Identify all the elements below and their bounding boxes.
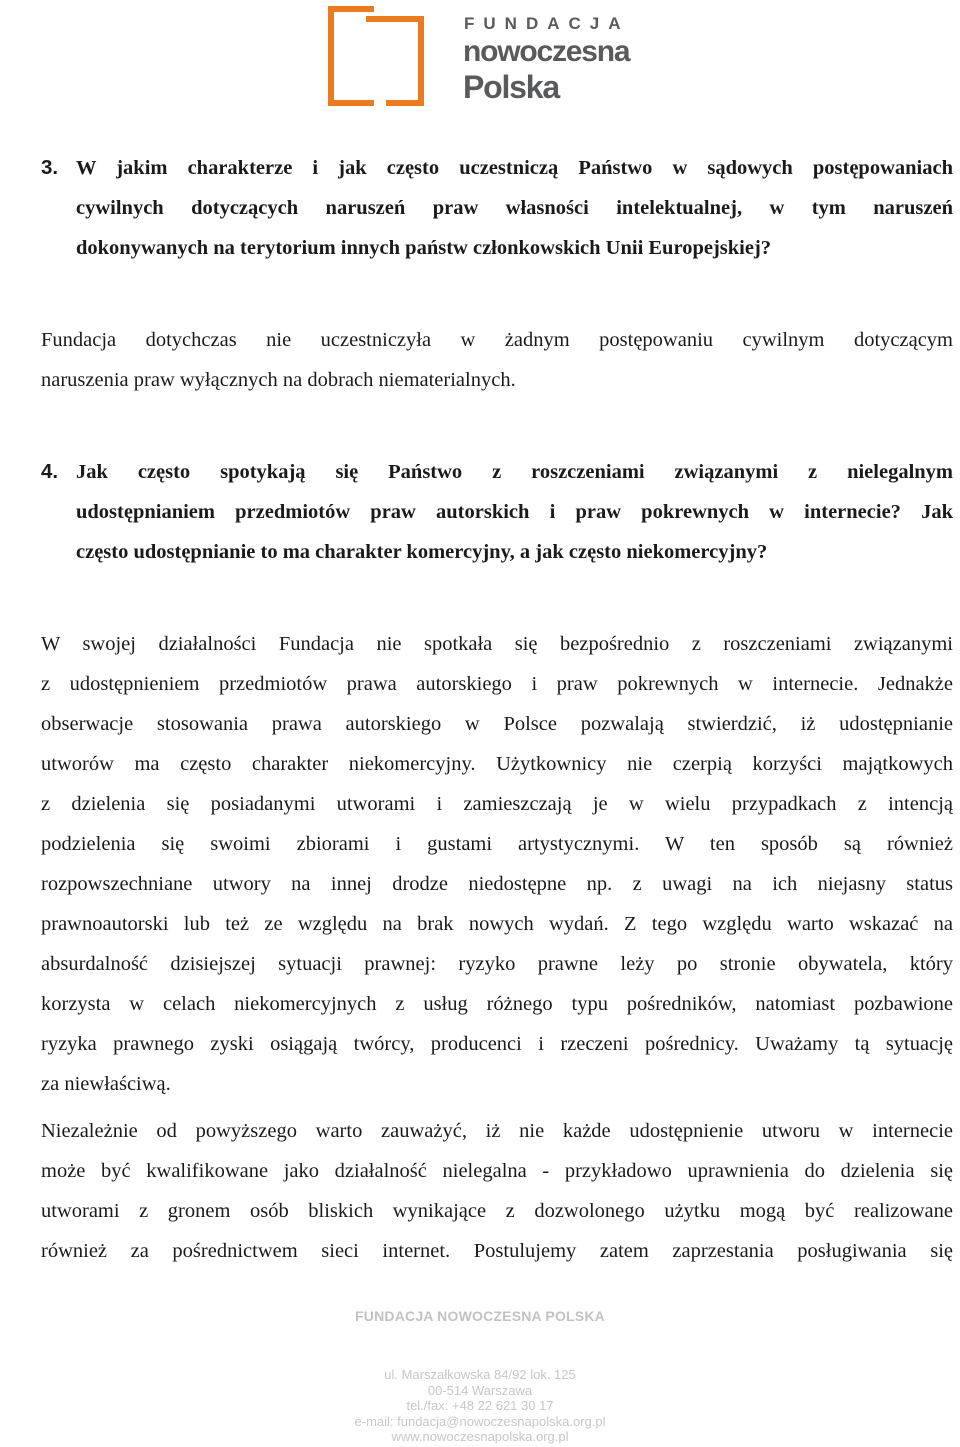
footer-website: www.nowoczesnapolska.org.pl (391, 1429, 569, 1444)
answer-4-line: korzysta w celach niekomercyjnych z usług różnego typu pośredników, natomiast pozbawione (41, 993, 953, 1015)
footer-phone: tel./fax: +48 22 621 30 17 (406, 1398, 554, 1413)
answer-4-line: W swojej działalności Fundacja nie spotkała się bezpośrednio z roszczeniami związanymi (41, 633, 953, 655)
answer-4-line: absurdalność dzisiejszej sytuacji prawnej: ryzyko prawne leży po stronie obywatela, który (41, 953, 953, 975)
answer-4-line: podzielenia się swoimi zbiorami i gustami artystycznymi. W ten sposób są również (41, 833, 953, 855)
foundation-logo (326, 4, 636, 110)
answer-4 (41, 624, 953, 1104)
paragraph-5-line: może być kwalifikowane jako działalność nielegalna - przykładowo uprawnienia do dzielenia się (41, 1160, 953, 1182)
footer-address: ul. Marszałkowska 84/92 lok. 125 (384, 1367, 576, 1382)
logo-bracket-mark (328, 6, 424, 106)
answer-3-line: Fundacja dotychczas nie uczestniczyła w żadnym postępowaniu cywilnym dotyczącym (41, 329, 953, 351)
answer-4-line: prawnoautorski lub też ze względu na brak nowych wydań. Z tego względu warto wskazać na (41, 913, 953, 935)
question-3-line: cywilnych dotyczących naruszeń praw własności intelektualnej, w tym naruszeń (76, 197, 953, 219)
paragraph-5-line: również za pośrednictwem sieci internet. Postulujemy zatem zaprzestania posługiwania się (41, 1240, 953, 1262)
paragraph-5-line: Niezależnie od powyższego warto zauważyć, iż nie każde udostępnienie utworu w internecie (41, 1120, 953, 1142)
paragraph-5 (41, 1111, 953, 1271)
footer-title: FUNDACJA NOWOCZESNA POLSKA (355, 1308, 605, 1324)
answer-4-line: utworów ma często charakter niekomercyjny. Użytkownicy nie czerpią korzyści majątkowych (41, 753, 953, 775)
question-4-line: często udostępnianie to ma charakter komercyjny, a jak często niekomercyjny? (76, 541, 768, 563)
answer-3-line: naruszenia praw wyłącznych na dobrach niematerialnych. (41, 369, 516, 391)
footer-postal: 00-514 Warszawa (427, 1382, 533, 1398)
question-3-line: dokonywanych na terytorium innych państw członkowskich Unii Europejskiej? (76, 237, 772, 259)
paragraph-5-line: utworami z gronem osób bliskich wynikające z dozwolonego użytku mogą być realizowane (41, 1200, 953, 1222)
answer-4-line: ryzyka prawnego zyski osiągają twórcy, producenci i rzeczeni pośrednicy. Uważamy tą sytuację (41, 1033, 953, 1055)
logo-text-fundacja: FUNDACJA (464, 14, 630, 33)
footer-email: e-mail: fundacja@nowoczesnapolska.org.pl (354, 1413, 606, 1429)
answer-3 (41, 320, 953, 400)
question-3-number: 3. (41, 156, 59, 179)
answer-4-line: z dzielenia się posiadanymi utworami i zamieszczają je w wielu przypadkach z intencją (41, 793, 953, 815)
question-3 (76, 148, 953, 268)
answer-4-line: obserwacje stosowania prawa autorskiego w Polsce pozwalają stwierdzić, iż udostępnianie (41, 713, 953, 735)
question-4-line: udostępnianiem przedmiotów praw autorskich i praw pokrewnych w internecie? Jak (76, 501, 953, 523)
question-4-line: Jak często spotykają się Państwo z roszczeniami związanymi z nielegalnym (76, 461, 953, 483)
logo-text-nowoczesna: nowoczesna (463, 35, 630, 68)
answer-4-line: za niewłaściwą. (41, 1073, 171, 1095)
logo-text-polska: Polska (463, 69, 559, 105)
question-4-number: 4. (41, 460, 59, 483)
answer-4-line: rozpowszechniane utwory na innej drodze niedostępne np. z uwagi na ich niejasny status (41, 873, 953, 895)
footer-contact (0, 1367, 960, 1445)
question-4 (76, 452, 953, 572)
answer-4-line: z udostępnieniem przedmiotów prawa autorskiego i praw pokrewnych w internecie. Jednakże (41, 673, 953, 695)
question-3-line: W jakim charakterze i jak często uczestniczą Państwo w sądowych postępowaniach (76, 157, 953, 179)
